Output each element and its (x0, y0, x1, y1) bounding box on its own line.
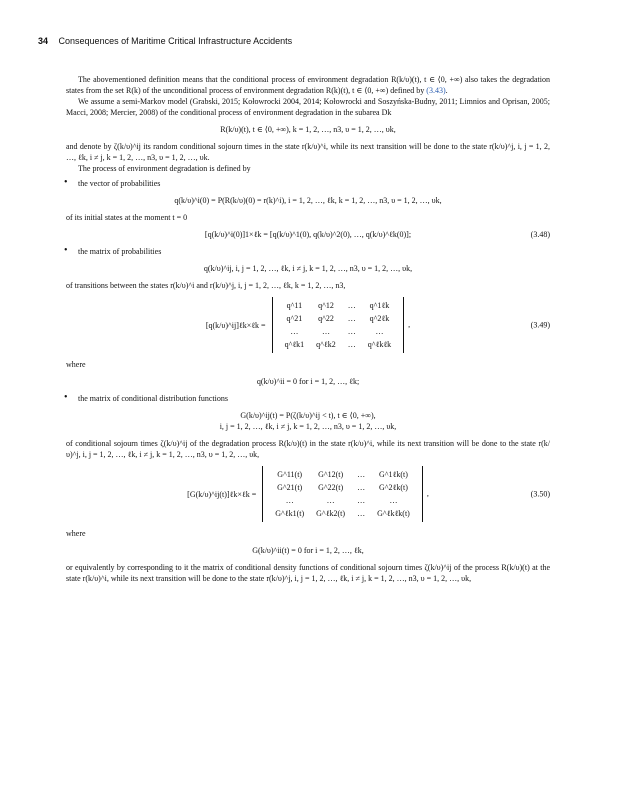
equation-3-48-body: [q(k/υ)^i(0)]1×ℓk = [q(k/υ)^1(0), q(k/υ)^2(0), …, q(k/υ)^ℓk(0)]; (204, 230, 412, 239)
matrix-lhs: [G(k/υ)^ij(t)]ℓk×ℓk = (187, 489, 257, 499)
text-where: where (66, 360, 86, 369)
text-where: where (66, 529, 86, 538)
matrix-cell: G^2ℓk(t) (378, 483, 408, 492)
distribution-matrix (262, 466, 423, 522)
equation-3-50: [G(k/υ)^ij(t)]ℓk×ℓk = G^11(t) G^12(t) … G^1ℓk(t) G^21(t) G^22(t) … G^2ℓk(t) … … … … G^ℓk1(t) G^ℓk2(t) … G^ℓkℓk(t) , (3.50) (66, 466, 550, 522)
matrix-cell: … (375, 327, 384, 336)
equation-G-definition: G(k/υ)^ij(t) = P(ζ(k/υ)^ij < t), t ∈ ⟨0, +∞), (240, 411, 376, 420)
bullet-vector: • the vector of probabilities (66, 178, 550, 189)
paragraph-definition (66, 74, 550, 96)
matrix-cell: … (326, 496, 335, 505)
matrix-cell: q^21 (286, 314, 303, 323)
matrix-cell: q^ℓk1 (284, 340, 305, 349)
matrix-cell: G^ℓkℓk(t) (377, 509, 410, 518)
paragraph-text: The abovementioned definition means that the conditional process of environment degradation R(k/υ)(t), t ∈ ⟨0, +∞) also takes the degradation states from the set R(k) of the unconditional process of environment degradation R(k)(t), t ∈ ⟨0, +∞) defined by (66, 75, 550, 95)
matrix-cell: q^ℓk2 (316, 340, 336, 349)
equation-transition-prob: q(k/υ)^ij, i, j = 1, 2, …, ℓk, i ≠ j, k = 1, 2, …, n3, υ = 1, 2, …, υk, (203, 264, 413, 273)
matrix-cell: G^21(t) (277, 483, 303, 492)
matrix-cell: … (357, 483, 366, 492)
text-initial-states: of its initial states at the moment t = 0 (66, 213, 188, 222)
equation-number: (3.48) (530, 230, 550, 239)
matrix-cell: … (285, 496, 294, 505)
matrix-cell: G^12(t) (318, 470, 344, 479)
equation-initial-prob: q(k/υ)^i(0) = P(R(k/υ)(0) = r(k)^i), i = 1, 2, …, ℓk, k = 1, 2, …, n3, υ = 1, 2, …, υk, (174, 196, 442, 205)
matrix-cell: G^22(t) (318, 483, 344, 492)
matrix-cell: G^1ℓk(t) (378, 470, 408, 479)
matrix-cell: q^2ℓk (369, 314, 390, 323)
running-title: Consequences of Maritime Critical Infrastructure Accidents (58, 36, 293, 46)
running-header (38, 36, 598, 46)
matrix-cell: q^12 (318, 301, 334, 310)
equation-G-indices: i, j = 1, 2, …, ℓk, i ≠ j, k = 1, 2, …, n3, υ = 1, 2, …, υk, (219, 422, 397, 431)
matrix-cell: … (357, 496, 366, 505)
matrix-cell: … (357, 470, 366, 479)
paragraph-semi-markov: We assume a semi-Markov model (Grabski, 2015; Kołowrocki 2004, 2014; Kołowrocki and Soszyńska-Budny, 2011; Limnios and Oprisan, 2005; Macci, 2008; Mercier, 2008) of the conditional process of environment degradation in the subarea Dk (66, 97, 550, 117)
matrix-cell: … (357, 509, 366, 518)
matrix-cell: q^22 (318, 314, 334, 323)
matrix-cell: … (389, 496, 398, 505)
matrix-cell: … (347, 340, 356, 349)
equation-link[interactable]: (3.43) (426, 86, 446, 95)
text-transitions: of transitions between the states r(k/υ)^i and r(k/υ)^j, i, j = 1, 2, …, ℓk, k = 1, 2, …, n3, (66, 281, 346, 290)
probability-matrix (272, 297, 405, 353)
matrix-cell: G^ℓk1(t) (275, 509, 305, 518)
paragraph-sojourn: and denote by ζ(k/υ)^ij its random conditional sojourn times in the state r(k/υ)^i, while its next transition will be done to the state r(k/υ)^j, i, j = 1, 2, …, ℓk, i ≠ j, k = 1, 2, …, n3, υ = 1, 2, …, υk. (66, 142, 550, 162)
matrix-cell: G^11(t) (277, 470, 303, 479)
equation-3-49: [q(k/υ)^ij]ℓk×ℓk = q^11 q^12 … q^1ℓk q^21 q^22 … q^2ℓk … … … … q^ℓk1 q^ℓk2 … q^ℓkℓk , (3.49) (66, 297, 550, 353)
matrix-cell: … (290, 327, 299, 336)
matrix-cell: q^1ℓk (369, 301, 390, 310)
matrix-cell: … (321, 327, 330, 336)
matrix-cell: G^ℓk2(t) (316, 509, 346, 518)
page-body (66, 74, 550, 584)
matrix-cell: … (347, 314, 356, 323)
paragraph-defined-by: The process of environment degradation is defined by (78, 164, 251, 173)
matrix-cell: … (347, 327, 356, 336)
paragraph-density: or equivalently by corresponding to it the matrix of conditional density functions of conditional sojourn times ζ(k/υ)^ij of the process R(k/υ)(t) at the state r(k/υ)^i, while its next transition will be done to the state r(k/υ)^j, i, j = 1, 2, …, ℓk, i ≠ j, k = 1, 2, …, n3, υ = 1, 2, …, υk, (66, 563, 550, 583)
matrix-cell: q^11 (286, 301, 303, 310)
bullet-distribution: • the matrix of conditional distribution functions (66, 393, 550, 404)
paragraph-end: . (445, 86, 448, 95)
equation-Gii: G(k/υ)^ii(t) = 0 for i = 1, 2, …, ℓk, (252, 546, 364, 555)
bullet-matrix-prob: • the matrix of probabilities (66, 246, 550, 257)
equation-qii: q(k/υ)^ii = 0 for i = 1, 2, …, ℓk; (256, 377, 360, 386)
equation-3-48 (66, 229, 550, 240)
text-sojourn-times: of conditional sojourn times ζ(k/υ)^ij of the degradation process R(k/υ)(t) in the state r(k/υ)^i, while its next transition will be done to the state r(k/υ)^j, i, j = 1, 2, …, ℓk, i ≠ j, k = 1, 2, …, n3, υ = 1, 2, …, υk, (66, 439, 550, 459)
page-number: 34 (38, 36, 49, 46)
matrix-cell: q^ℓkℓk (367, 340, 392, 349)
equation-number: (3.50) (530, 489, 550, 499)
matrix-cell: … (347, 301, 356, 310)
equation-process: R(k/υ)(t), t ∈ ⟨0, +∞), k = 1, 2, …, n3, υ = 1, 2, …, υk, (220, 125, 396, 134)
equation-number: (3.49) (530, 320, 550, 330)
matrix-lhs: [q(k/υ)^ij]ℓk×ℓk = (205, 320, 266, 330)
